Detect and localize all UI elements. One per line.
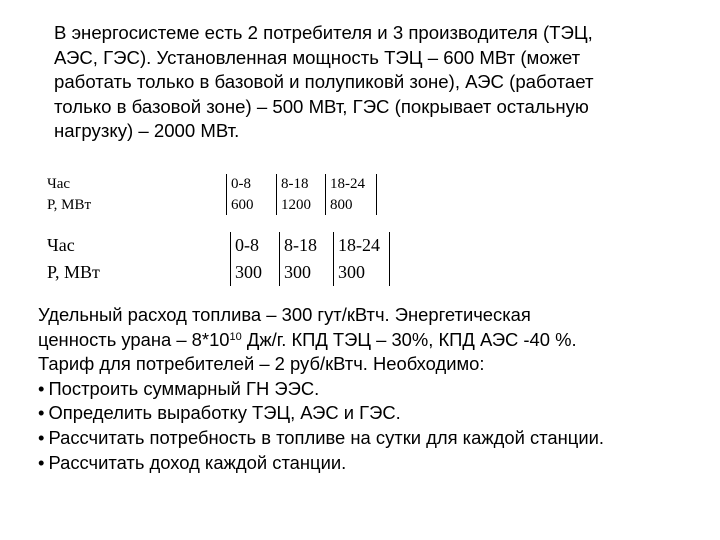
power-label: P, МВт (47, 196, 92, 213)
table-cell: 300 (334, 259, 390, 286)
table-row (47, 259, 390, 286)
bullet: • (38, 426, 45, 448)
condition-line (38, 328, 688, 353)
intro-line: работать только в базовой и полупиковй зоне), АЭС (работает (54, 71, 594, 93)
table-cell: 600 (227, 195, 277, 216)
problem-intro (54, 21, 674, 144)
table-cell: 1200 (277, 195, 326, 216)
consumer-2-load-table (47, 232, 390, 286)
task-list (38, 377, 688, 475)
task-text: Определить выработку ТЭЦ, АЭС и ГЭС. (48, 402, 401, 424)
conditions-and-tasks (38, 303, 688, 475)
intro-line: В энергосистеме есть 2 потребителя и 3 производителя (ТЭЦ, (54, 22, 593, 43)
bullet: • (38, 402, 45, 424)
intro-line: АЭС, ГЭС). Установленная мощность ТЭЦ – 600 МВт (может (54, 46, 581, 68)
condition-text: Дж/г. КПД ТЭЦ – 30%, КПД АЭС -40 %. (241, 328, 577, 350)
intro-line: нагрузку) – 2000 МВт. (54, 120, 240, 142)
table-row (47, 195, 377, 216)
bullet: • (38, 377, 45, 399)
table-cell: 800 (326, 195, 377, 216)
table-cell: 18-24 (334, 232, 390, 259)
table-cell: 18-24 (326, 174, 377, 195)
condition-line: Удельный расход топлива – 300 гут/кВтч. Энергетическая (38, 304, 531, 325)
hour-label: Час (47, 235, 75, 255)
task-text: Построить суммарный ГН ЭЭС. (48, 377, 320, 399)
table-cell: 0-8 (231, 232, 280, 259)
power-label: P, МВт (47, 262, 100, 282)
task-text: Рассчитать доход каждой станции. (48, 451, 347, 473)
table-cell: 8-18 (280, 232, 334, 259)
table-row (47, 232, 390, 259)
bullet: • (38, 451, 45, 473)
table-row (47, 174, 377, 195)
list-item (38, 401, 688, 426)
table-cell: 0-8 (227, 174, 277, 195)
consumer-1-load-table (47, 174, 377, 215)
task-text: Рассчитать потребность в топливе на сутки для каждой станции. (48, 426, 604, 448)
list-item (38, 377, 688, 402)
condition-line: Тариф для потребителей – 2 руб/кВтч. Необходимо: (38, 353, 485, 375)
hour-label: Час (47, 176, 71, 192)
list-item (38, 426, 688, 451)
list-item (38, 451, 688, 476)
condition-text: ценность урана – 8*10 (38, 328, 230, 350)
exponent: 10 (229, 330, 242, 343)
intro-line: только в базовой зоне) – 500 МВт, ГЭС (покрывает остальную (54, 95, 589, 117)
table-cell: 300 (280, 259, 334, 286)
table-cell: 300 (231, 259, 280, 286)
table-cell: 8-18 (277, 174, 326, 195)
